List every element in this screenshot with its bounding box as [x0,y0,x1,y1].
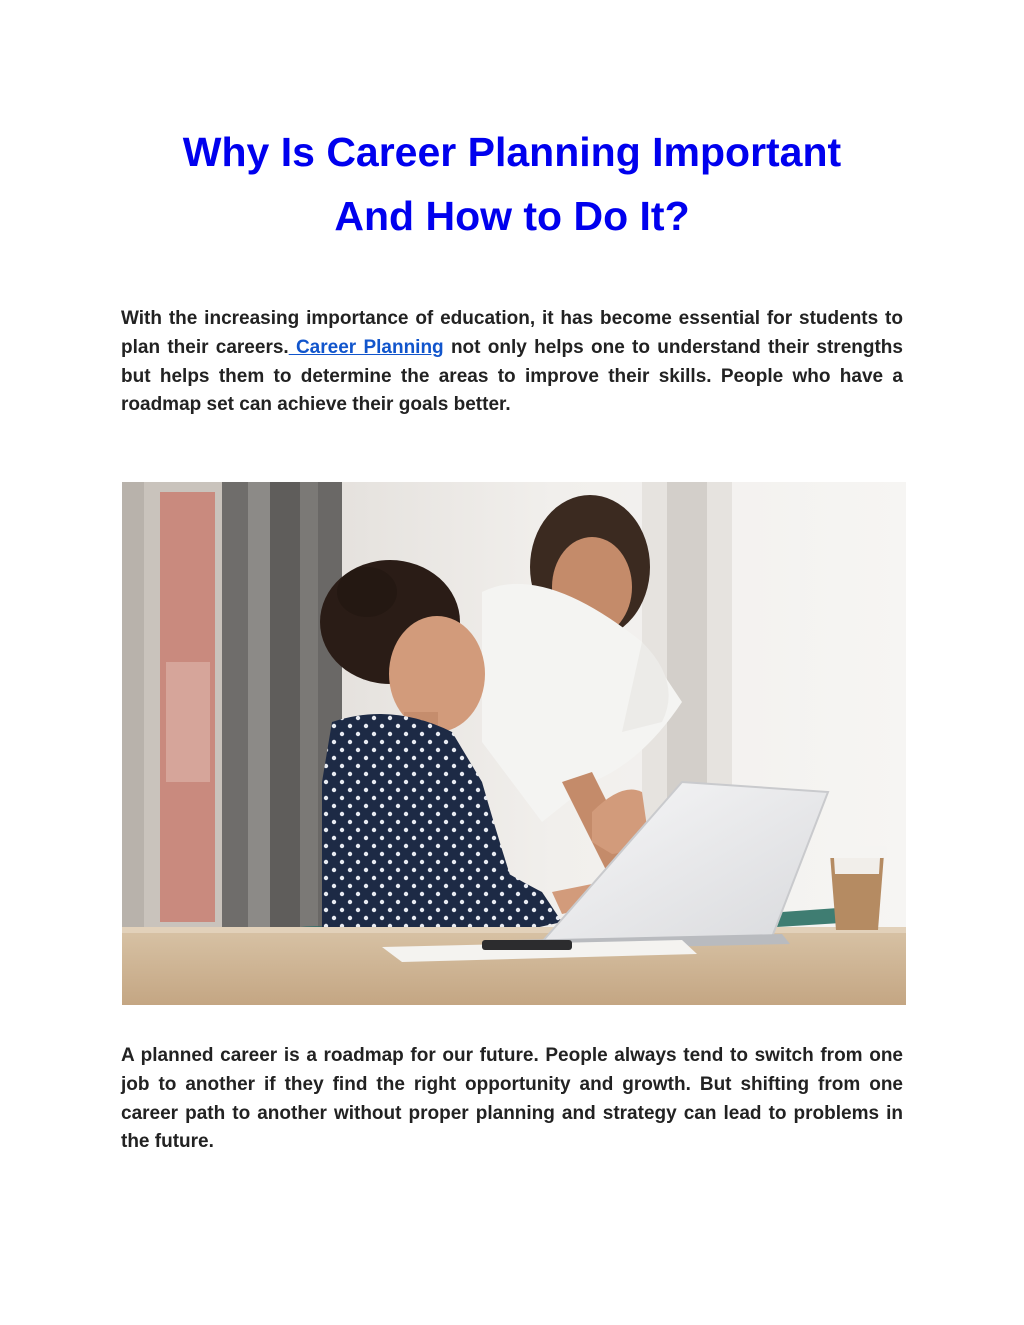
intro-text-after-link: not only helps one to understand their strengths but helps them to determine the areas to improve their skills. People who have a roadmap set can achieve their goals better. [121,336,903,416]
article-photo [122,482,906,1005]
title-line-1: Why Is Career Planning Important [182,129,842,175]
intro-text-before-link: With the increasing importance of education, it has become essential for students to plan their careers. [121,308,903,358]
body-paragraph: A planned career is a roadmap for our future. People always tend to switch from one job to another if they find the right opportunity and growth. But shifting from one career path to another without proper planning and strategy can lead to problems in the future. [121,1045,903,1153]
title-line-2: And How to Do It? [334,193,690,239]
intro-paragraph [121,305,903,420]
article-title [100,120,924,248]
career-planning-link[interactable]: Career Planning [288,336,444,358]
